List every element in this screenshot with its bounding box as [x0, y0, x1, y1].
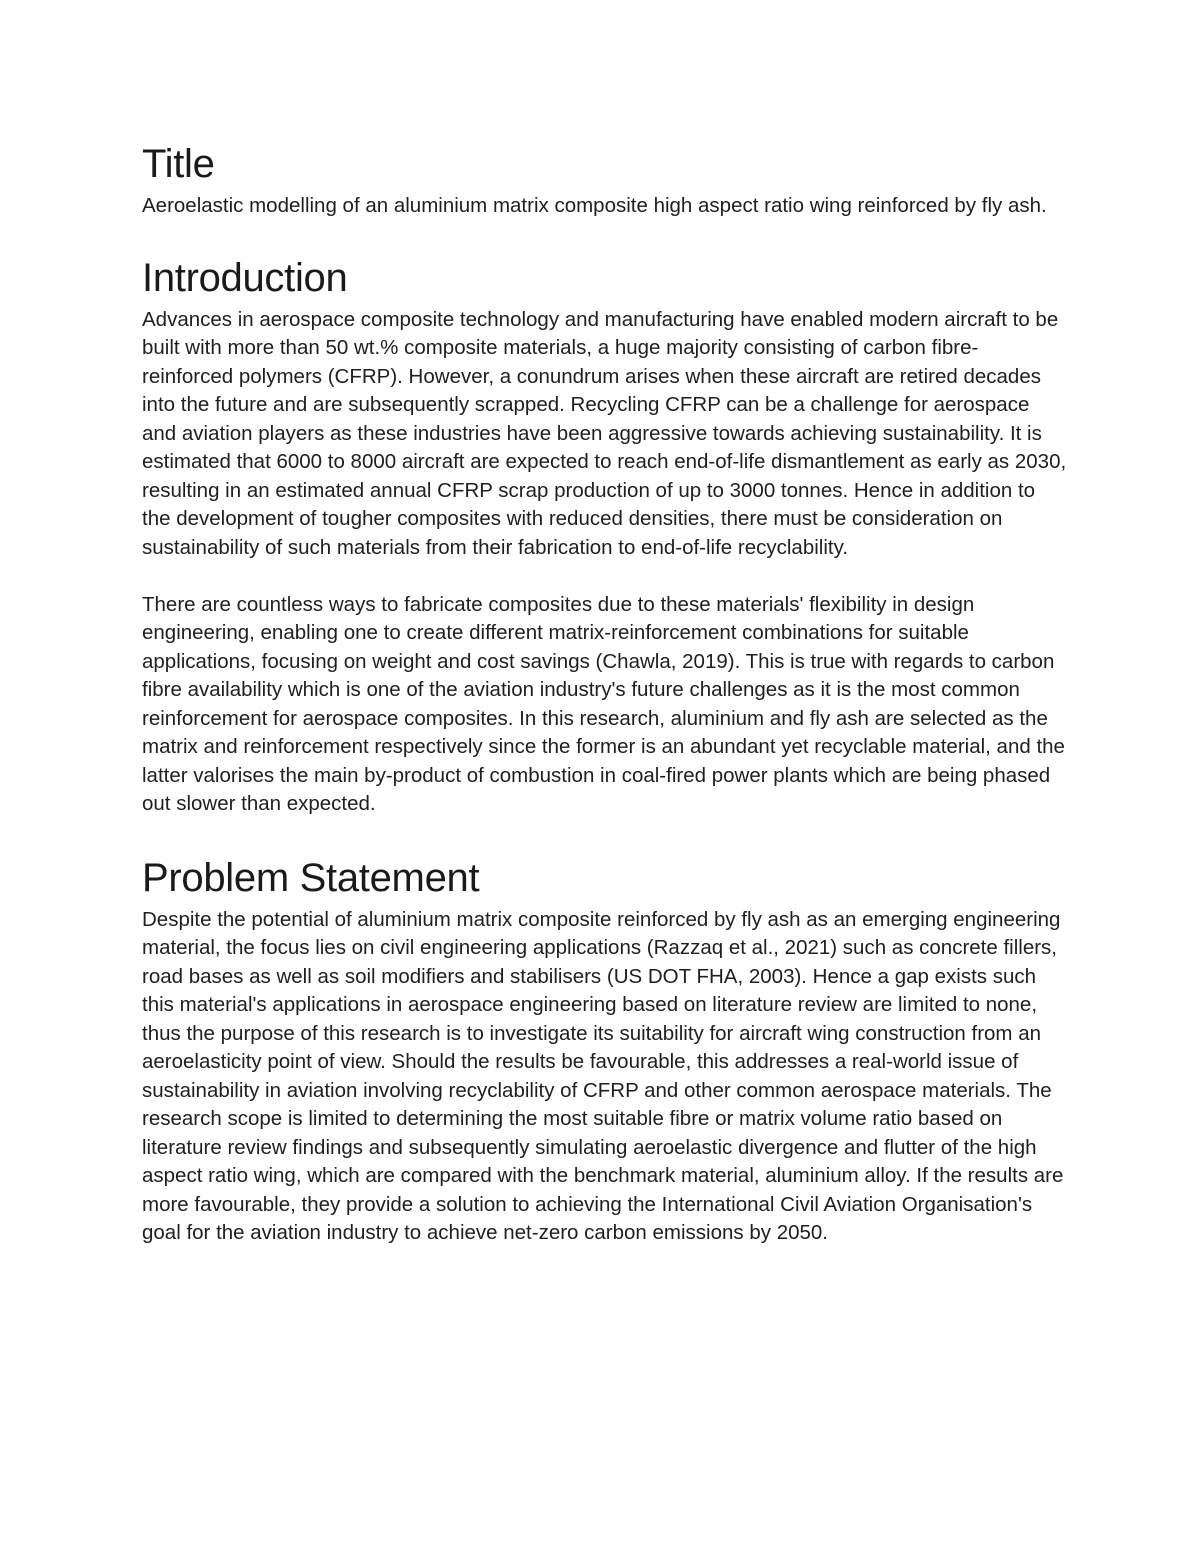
introduction-paragraph-2: There are countless ways to fabricate composites due to these materials' flexibility in design engineering, enabling one to create different matrix-reinforcement combinations for suitable applications, focusing on weight and cost savings (Chawla, 2019). This is true with regards to carbon fibre availability which is one of the aviation industry's future challenges as it is the most common reinforcement for aerospace composites. In this research, aluminium and fly ash are selected as the matrix and reinforcement respectively since the former is an abundant yet recyclable material, and the latter valorises the main by-product of combustion in coal-fired power plants which are being phased out slower than expected. [142, 592, 1065, 815]
title-section [142, 140, 1067, 221]
introduction-section [142, 254, 1067, 819]
problem-statement-paragraph: Despite the potential of aluminium matrix composite reinforced by fly ash as an emerging engineering material, the focus lies on civil engineering applications (Razzaq et al., 2021) such as concrete fillers, road bases as well as soil modifiers and stabilisers (US DOT FHA, 2003). Hence a gap exists such this material's applications in aerospace engineering based on literature review are limited to none, thus the purpose of this research is to investigate its suitability for aircraft wing construction from an aeroelasticity point of view. Should the results be favourable, this addresses a real-world issue of sustainability in aviation involving recyclability of CFRP and other common aerospace materials. The research scope is limited to determining the most suitable fibre or matrix volume ratio based on literature review findings and subsequently simulating aeroelastic divergence and flutter of the high aspect ratio wing, which are compared with the benchmark material, aluminium alloy. If the results are more favourable, they provide a solution to achieving the International Civil Aviation Organisation's goal for the aviation industry to achieve net-zero carbon emissions by 2050. [142, 907, 1064, 1244]
introduction-heading: Introduction [142, 255, 348, 300]
document-page [142, 140, 1067, 1248]
title-heading: Title [142, 142, 215, 186]
problem-statement-heading: Problem Statement [142, 855, 480, 900]
introduction-paragraph-1: Advances in aerospace composite technology and manufacturing have enabled modern aircraft to be built with more than 50 wt.% composite materials, a huge majority consisting of carbon fibre-reinforced polymers (CFRP). However, a conundrum arises when these aircraft are retired decades into the future and are subsequently scrapped. Recycling CFRP can be a challenge for aerospace and aviation players as these industries have been aggressive towards achieving sustainability. It is estimated that 6000 to 8000 aircraft are expected to reach end-of-life dismantlement as early as 2030, resulting in an estimated annual CFRP scrap production of up to 3000 tonnes. Hence in addition to the development of tougher composites with reduced densities, there must be consideration on sustainability of such materials from their fabrication to end-of-life recyclability. [142, 307, 1067, 559]
problem-statement-section [142, 854, 1067, 1248]
title-text: Aeroelastic modelling of an aluminium matrix composite high aspect ratio wing reinforced by fly ash. [142, 194, 1047, 217]
